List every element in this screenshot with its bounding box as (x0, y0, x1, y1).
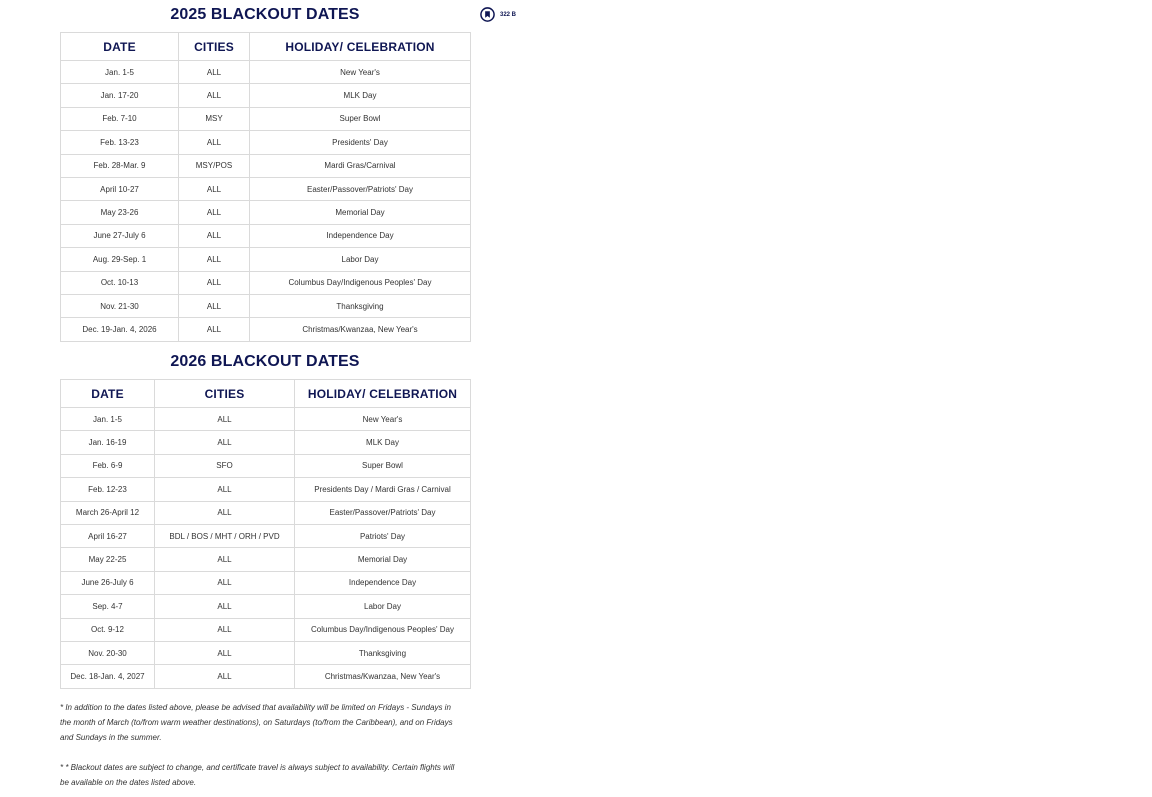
table-row (61, 61, 471, 84)
header-holiday: HOLIDAY/ CELEBRATION (250, 33, 471, 61)
table-row (61, 224, 471, 247)
title-2026: 2026 BLACKOUT DATES (170, 353, 360, 370)
bookmark-icon (480, 7, 495, 22)
cell-date: Jan. 1-5 (61, 61, 179, 84)
cell-date: May 23-26 (61, 201, 179, 224)
cell-cities: ALL (155, 478, 295, 501)
cell-cities: ALL (179, 294, 250, 317)
table-row (61, 84, 471, 107)
table-row (61, 501, 471, 524)
header-date: DATE (61, 33, 179, 61)
cell-cities: BDL / BOS / MHT / ORH / PVD (155, 524, 295, 547)
cell-cities: ALL (179, 224, 250, 247)
table-row (61, 595, 471, 618)
cell-holiday: Columbus Day/Indigenous Peoples' Day (295, 618, 471, 641)
cell-date: Nov. 21-30 (61, 294, 179, 317)
cell-holiday: Easter/Passover/Patriots' Day (250, 177, 471, 200)
cell-holiday: Memorial Day (250, 201, 471, 224)
cell-date: Feb. 13-23 (61, 131, 179, 154)
cell-cities: ALL (179, 201, 250, 224)
cell-holiday: Presidents Day / Mardi Gras / Carnival (295, 478, 471, 501)
cell-cities: ALL (179, 177, 250, 200)
cell-date: Aug. 29-Sep. 1 (61, 248, 179, 271)
header-cities: CITIES (155, 380, 295, 408)
cell-date: June 26-July 6 (61, 571, 155, 594)
cell-holiday: Thanksgiving (295, 641, 471, 664)
cell-holiday: Mardi Gras/Carnival (250, 154, 471, 177)
cell-date: April 16-27 (61, 524, 155, 547)
header-cities: CITIES (179, 33, 250, 61)
table-row (61, 131, 471, 154)
cell-holiday: Christmas/Kwanzaa, New Year's (250, 318, 471, 341)
cell-cities: ALL (155, 501, 295, 524)
table-row (61, 454, 471, 477)
cell-cities: ALL (155, 408, 295, 431)
table-row (61, 318, 471, 341)
blackout-table-2025 (60, 32, 471, 342)
blackout-table-2026 (60, 379, 471, 689)
cell-cities: ALL (179, 61, 250, 84)
cell-cities: ALL (155, 548, 295, 571)
cell-holiday: Independence Day (295, 571, 471, 594)
cell-cities: MSY/POS (179, 154, 250, 177)
cell-holiday: MLK Day (295, 431, 471, 454)
table-row (61, 154, 471, 177)
table-row (61, 641, 471, 664)
cell-holiday: Christmas/Kwanzaa, New Year's (295, 665, 471, 688)
cell-date: Feb. 28-Mar. 9 (61, 154, 179, 177)
cell-cities: ALL (179, 84, 250, 107)
badge-label: 322 B (500, 11, 517, 18)
cell-cities: ALL (179, 131, 250, 154)
cell-holiday: Columbus Day/Indigenous Peoples' Day (250, 271, 471, 294)
cell-cities: MSY (179, 107, 250, 130)
cell-cities: ALL (155, 618, 295, 641)
cell-date: Jan. 17-20 (61, 84, 179, 107)
table-row (61, 571, 471, 594)
table-row (61, 431, 471, 454)
table-row (61, 201, 471, 224)
cell-holiday: New Year's (250, 61, 471, 84)
cell-holiday: Presidents' Day (250, 131, 471, 154)
table-row (61, 107, 471, 130)
header-row (61, 33, 471, 61)
table-row (61, 548, 471, 571)
cell-date: Feb. 12-23 (61, 478, 155, 501)
table-row (61, 478, 471, 501)
cell-date: Oct. 9-12 (61, 618, 155, 641)
cell-holiday: New Year's (295, 408, 471, 431)
table-row (61, 618, 471, 641)
footnote-subject-to-change: * * Blackout dates are subject to change, and certificate travel is always subject to availability. Certain flights will be available on the dates listed above. (60, 763, 455, 787)
cell-holiday: Thanksgiving (250, 294, 471, 317)
cell-date: April 10-27 (61, 177, 179, 200)
cell-cities: ALL (155, 665, 295, 688)
cell-holiday: Labor Day (295, 595, 471, 618)
cell-cities: ALL (179, 248, 250, 271)
table-row (61, 408, 471, 431)
cell-holiday: Memorial Day (295, 548, 471, 571)
cell-holiday: Easter/Passover/Patriots' Day (295, 501, 471, 524)
table-row (61, 248, 471, 271)
cell-date: Oct. 10-13 (61, 271, 179, 294)
cell-holiday: Super Bowl (250, 107, 471, 130)
cell-cities: ALL (155, 641, 295, 664)
cell-date: March 26-April 12 (61, 501, 155, 524)
table-row (61, 524, 471, 547)
cell-cities: ALL (155, 431, 295, 454)
cell-cities: SFO (155, 454, 295, 477)
header-date: DATE (61, 380, 155, 408)
cell-date: Dec. 19-Jan. 4, 2026 (61, 318, 179, 341)
bookmark-badge[interactable] (480, 7, 516, 22)
cell-holiday: MLK Day (250, 84, 471, 107)
cell-holiday: Labor Day (250, 248, 471, 271)
cell-date: Feb. 6-9 (61, 454, 155, 477)
cell-date: June 27-July 6 (61, 224, 179, 247)
header-holiday: HOLIDAY/ CELEBRATION (295, 380, 471, 408)
cell-date: Nov. 20-30 (61, 641, 155, 664)
cell-cities: ALL (155, 571, 295, 594)
cell-date: Dec. 18-Jan. 4, 2027 (61, 665, 155, 688)
cell-date: Feb. 7-10 (61, 107, 179, 130)
table-row (61, 665, 471, 688)
cell-holiday: Super Bowl (295, 454, 471, 477)
table-row (61, 271, 471, 294)
cell-date: Sep. 4-7 (61, 595, 155, 618)
table-row (61, 294, 471, 317)
cell-cities: ALL (179, 271, 250, 294)
cell-cities: ALL (179, 318, 250, 341)
table-row (61, 177, 471, 200)
title-2025: 2025 BLACKOUT DATES (170, 6, 360, 23)
cell-date: Jan. 16-19 (61, 431, 155, 454)
cell-holiday: Patriots' Day (295, 524, 471, 547)
cell-date: Jan. 1-5 (61, 408, 155, 431)
header-row (61, 380, 471, 408)
cell-holiday: Independence Day (250, 224, 471, 247)
cell-date: May 22-25 (61, 548, 155, 571)
footnote-availability: * In addition to the dates listed above, please be advised that availability will be limited on Fridays - Sundays in the month of March (to/from warm weather destinations), on Saturdays (to/from the Caribbean), and on Fridays and Sundays in the summer. (60, 703, 453, 742)
cell-cities: ALL (155, 595, 295, 618)
